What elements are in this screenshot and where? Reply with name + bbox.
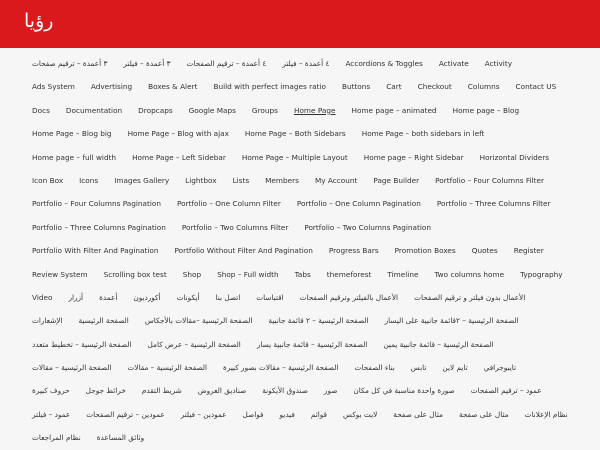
menu-item[interactable]: وثائق المساعدة — [96, 433, 145, 443]
menu-item[interactable]: الصفحة الرئيسية – تخطيط متعدد — [32, 339, 132, 349]
menu-item[interactable]: Documentation — [65, 105, 123, 115]
menu-item[interactable]: ٣ أعمدة – ترقيم صفحات — [32, 59, 108, 68]
menu-item[interactable]: Activate — [438, 59, 469, 68]
menu-item[interactable]: ٤ أعمدة – فيلتر — [282, 59, 330, 68]
menu-item[interactable]: Icon Box — [32, 175, 64, 185]
menu-item[interactable]: Video — [32, 292, 53, 302]
menu-item[interactable]: أعمدة — [99, 292, 118, 302]
menu-item[interactable]: نظام الإعلانات — [524, 409, 568, 419]
menu-item[interactable]: Timeline — [387, 269, 419, 279]
menu-item[interactable]: Accordions & Toggles — [345, 59, 423, 68]
menu-item[interactable]: Docs — [32, 105, 50, 115]
menu-item[interactable]: عمودين – فيلتر — [180, 409, 227, 419]
menu-item[interactable]: Lightbox — [185, 175, 217, 185]
menu-item[interactable]: الأعمال بدون فيلتر و ترقيم الصفحات — [414, 292, 526, 302]
menu-item[interactable]: Images Gallery — [114, 175, 170, 185]
menu-item[interactable]: Home Page – Blog with ajax — [127, 129, 229, 139]
menu-item[interactable]: Portfolio – Two Columns Filter — [181, 222, 289, 232]
page-menu — [0, 48, 600, 450]
menu-item[interactable]: Two columns home — [434, 269, 505, 279]
menu-item[interactable]: الصفحة الرئيسية – مقالات بصور كبيرة — [223, 363, 339, 373]
menu-item[interactable]: اقتباسات — [256, 292, 284, 302]
menu-item[interactable]: الصفحة الرئيسية – مقالات — [32, 363, 112, 373]
menu-item[interactable]: الإشعارات — [32, 316, 63, 326]
menu-item[interactable]: themeforest — [326, 269, 372, 279]
menu-item[interactable]: Buttons — [341, 82, 371, 92]
menu-item[interactable]: Cart — [386, 82, 402, 92]
menu-item[interactable]: اتصل بنا — [215, 292, 241, 302]
menu-item[interactable]: شريط التقدم — [141, 386, 182, 396]
menu-item[interactable]: My Account — [314, 175, 358, 185]
menu-item[interactable]: عمودين – ترقيم الصفحات — [86, 409, 165, 419]
menu-item[interactable]: Home Page – Blog big — [32, 129, 112, 139]
menu-item[interactable]: Activity — [484, 59, 513, 68]
menu-item[interactable]: حروف كبيرة — [32, 386, 70, 396]
menu-item[interactable]: Horizontal Dividers — [479, 152, 550, 162]
menu-item[interactable]: خرائط جوجل — [85, 386, 126, 396]
menu-item[interactable]: Page Builder — [373, 175, 420, 185]
menu-item[interactable]: مثال على صفحة — [393, 409, 443, 419]
menu-item[interactable]: صور — [323, 386, 338, 396]
menu-item[interactable]: Scrolling box test — [103, 269, 167, 279]
menu-item[interactable]: Home Page – Both Sidebars — [244, 129, 346, 139]
menu-item[interactable]: Groups — [251, 105, 278, 115]
menu-item[interactable]: الصفحة الرئيسية — [78, 316, 129, 326]
menu-item[interactable]: صندوق الأيكونة — [262, 386, 308, 396]
menu-item[interactable]: صناديق العروض — [197, 386, 247, 396]
menu-item[interactable]: Shop – Full width — [217, 269, 279, 279]
menu-item[interactable]: مثال على صفحة — [458, 409, 509, 419]
menu-item[interactable]: الصفحة الرئيسية – عرض كامل — [147, 339, 241, 349]
menu-item[interactable]: Register — [513, 246, 544, 256]
menu-item[interactable]: قوائم — [310, 409, 328, 419]
menu-item[interactable]: Members — [265, 175, 299, 185]
menu-item[interactable]: Home page – full width — [32, 152, 117, 162]
menu-item[interactable]: Review System — [32, 269, 88, 279]
menu-item[interactable]: الصفحة الرئيسية – قائمة جانبية يسار — [256, 339, 368, 349]
menu-item[interactable]: صورة واحدة مناسبة في كل مكان — [353, 386, 455, 396]
menu-item[interactable]: Promotion Boxes — [394, 246, 456, 256]
menu-item[interactable]: عمود – ترقيم الصفحات — [470, 386, 542, 396]
menu-item[interactable]: Build with perfect images ratio — [213, 82, 326, 92]
menu-item[interactable]: Icons — [79, 175, 99, 185]
menu-item[interactable]: Advertising — [90, 82, 133, 92]
menu-item[interactable]: الصفحة الرئيسية – قائمة جانبية يمين — [383, 339, 494, 349]
menu-item[interactable]: Portfolio – Four Columns Filter — [435, 175, 544, 185]
menu-item[interactable]: أيكونات — [176, 292, 200, 302]
menu-item[interactable]: فواصل — [242, 409, 264, 419]
menu-item[interactable]: Typography — [520, 269, 563, 279]
menu-item[interactable]: Home Page – Left Sidebar — [132, 152, 226, 162]
menu-item[interactable]: Portfolio Without Filter And Pagination — [174, 246, 313, 256]
menu-item[interactable]: Home page – Blog — [452, 105, 520, 115]
site-header — [0, 0, 600, 48]
menu-item[interactable]: تابس — [410, 363, 427, 373]
menu-item[interactable]: أزرار — [68, 292, 84, 302]
menu-item[interactable]: Google Maps — [188, 105, 236, 115]
menu-item[interactable]: نظام المراجعات — [32, 433, 81, 443]
menu-item[interactable]: Quotes — [471, 246, 498, 256]
menu-item[interactable]: الأعمال بالفيلتر وترقيم الصفحات — [299, 292, 399, 302]
menu-item[interactable]: Portfolio – Two Columns Pagination — [304, 222, 431, 232]
menu-item[interactable]: Home page – Right Sidebar — [363, 152, 464, 162]
menu-item[interactable]: عمود – فيلتر — [32, 409, 71, 419]
menu-item[interactable]: ٤ أعمدة – ترقيم الصفحات — [186, 59, 267, 68]
menu-item[interactable]: Columns — [467, 82, 500, 92]
menu-item[interactable]: Dropcaps — [138, 105, 173, 115]
menu-item[interactable]: Ads System — [32, 82, 75, 92]
menu-item[interactable]: Home Page – both sidebars in left — [361, 129, 485, 139]
menu-item[interactable]: Progress Bars — [328, 246, 379, 256]
menu-item[interactable]: Portfolio – Four Columns Pagination — [32, 199, 161, 209]
menu-item[interactable]: الصفحة الرئيسية – ٢قائمة جانبية على اليسار — [384, 316, 519, 326]
menu-item[interactable]: لايت بوكس — [343, 409, 378, 419]
menu-item[interactable]: Home Page — [293, 105, 336, 115]
menu-item[interactable]: Portfolio With Filter And Pagination — [32, 246, 159, 256]
menu-item[interactable]: Home Page – Multiple Layout — [241, 152, 348, 162]
menu-item[interactable]: Boxes & Alert — [148, 82, 198, 92]
menu-item[interactable]: Shop — [182, 269, 202, 279]
menu-item[interactable]: Portfolio – One Column Filter — [177, 199, 281, 209]
menu-item[interactable]: تايم لاين — [442, 363, 468, 373]
menu-item[interactable]: بناء الصفحات — [354, 363, 395, 373]
menu-item[interactable]: الصفحة الرئيسية –مقالات بالأجكاس — [144, 316, 253, 326]
menu-item[interactable]: Portfolio – One Column Pagination — [296, 199, 421, 209]
menu-item[interactable]: Portfolio – Three Columns Filter — [436, 199, 551, 209]
menu-item[interactable]: ٣ أعمدة – فيلتر — [123, 59, 171, 68]
menu-item[interactable]: تايبوجرافي — [483, 363, 516, 373]
menu-item[interactable]: Home page – animated — [351, 105, 437, 115]
menu-item[interactable]: فيديو — [279, 409, 295, 419]
menu-item[interactable]: Lists — [232, 175, 250, 185]
menu-item[interactable]: Contact US — [515, 82, 557, 92]
menu-item[interactable]: الصفحة الرئيسية – ٢ قائمة جانبية — [268, 316, 369, 326]
menu-item[interactable]: أكورديون — [133, 292, 161, 302]
menu-item[interactable]: الصفحة الرئيسية – مقالات — [127, 363, 207, 373]
menu-item[interactable]: Tabs — [294, 269, 311, 279]
menu-item[interactable]: Portfolio – Three Columns Pagination — [32, 222, 166, 232]
menu-item[interactable]: Checkout — [417, 82, 452, 92]
site-title[interactable]: رؤيا — [24, 10, 54, 32]
